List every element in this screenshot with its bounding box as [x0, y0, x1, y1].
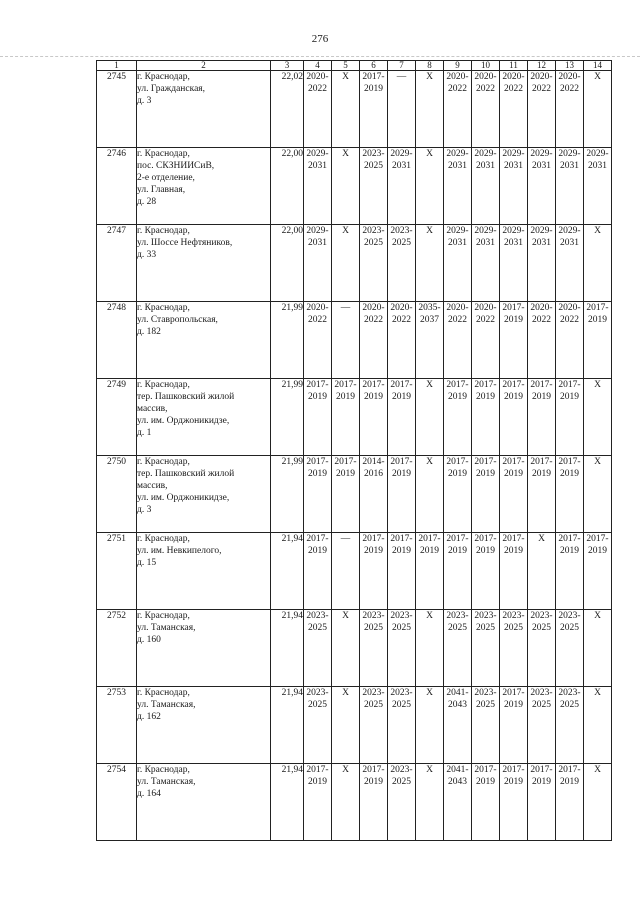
- period-cell: 2029- 2031: [444, 225, 472, 302]
- period-cell: 2017- 2019: [500, 379, 528, 456]
- period-cell: 2029- 2031: [528, 225, 556, 302]
- period-cell: 2029- 2031: [500, 148, 528, 225]
- period-cell: 2017- 2019: [472, 533, 500, 610]
- period-cell: 2023- 2025: [388, 610, 416, 687]
- period-cell: Х: [416, 764, 444, 841]
- address-cell: г. Краснодар, тер. Пашковский жилой массив, ул. им. Орджоникидзе, д. 3: [137, 456, 271, 533]
- period-cell: Х: [584, 379, 612, 456]
- period-cell: 2017- 2019: [528, 379, 556, 456]
- period-cell: 2017- 2019: [304, 379, 332, 456]
- period-cell: 2029- 2031: [500, 225, 528, 302]
- period-cell: Х: [584, 687, 612, 764]
- period-cell: Х: [332, 764, 360, 841]
- period-cell: 2017- 2019: [472, 456, 500, 533]
- period-cell: 2029- 2031: [556, 148, 584, 225]
- column-number-header: 11: [500, 61, 528, 71]
- period-cell: 2017- 2019: [360, 71, 388, 148]
- period-cell: 2020- 2022: [360, 302, 388, 379]
- period-cell: 2023- 2025: [304, 687, 332, 764]
- period-cell: Х: [584, 610, 612, 687]
- address-cell: г. Краснодар, ул. Таманская, д. 164: [137, 764, 271, 841]
- period-cell: 2023- 2025: [444, 610, 472, 687]
- period-cell: 2017- 2019: [360, 764, 388, 841]
- period-cell: 2017- 2019: [304, 456, 332, 533]
- row-number-cell: 2745: [97, 71, 137, 148]
- period-cell: 2017- 2019: [556, 456, 584, 533]
- row-number-cell: 2754: [97, 764, 137, 841]
- period-cell: 2023- 2025: [388, 687, 416, 764]
- period-cell: 2017- 2019: [500, 456, 528, 533]
- column-number-header: 1: [97, 61, 137, 71]
- period-cell: 2017- 2019: [500, 533, 528, 610]
- row-number-cell: 2746: [97, 148, 137, 225]
- period-cell: 2020- 2022: [556, 302, 584, 379]
- table-row: [97, 533, 612, 610]
- column-number-header: 4: [304, 61, 332, 71]
- column-number-header: 12: [528, 61, 556, 71]
- period-cell: Х: [416, 148, 444, 225]
- period-cell: 2035- 2037: [416, 302, 444, 379]
- period-cell: 2017- 2019: [444, 379, 472, 456]
- period-cell: 2041- 2043: [444, 764, 472, 841]
- period-cell: 2017- 2019: [360, 533, 388, 610]
- table-row: [97, 148, 612, 225]
- area-cell: 22,00: [271, 225, 304, 302]
- period-cell: Х: [584, 764, 612, 841]
- period-cell: Х: [416, 456, 444, 533]
- area-cell: 21,99: [271, 456, 304, 533]
- period-cell: 2017- 2019: [444, 456, 472, 533]
- row-number-cell: 2752: [97, 610, 137, 687]
- period-cell: Х: [584, 71, 612, 148]
- row-number-cell: 2751: [97, 533, 137, 610]
- column-number-header: 13: [556, 61, 584, 71]
- period-cell: 2029- 2031: [304, 225, 332, 302]
- period-cell: 2017- 2019: [304, 764, 332, 841]
- period-cell: 2017- 2019: [500, 687, 528, 764]
- period-cell: 2020- 2022: [304, 71, 332, 148]
- period-cell: —: [388, 71, 416, 148]
- period-cell: 2029- 2031: [472, 225, 500, 302]
- row-number-cell: 2750: [97, 456, 137, 533]
- row-number-cell: 2747: [97, 225, 137, 302]
- period-cell: 2017- 2019: [556, 764, 584, 841]
- period-cell: 2017- 2019: [472, 379, 500, 456]
- period-cell: 2023- 2025: [528, 610, 556, 687]
- period-cell: 2029- 2031: [304, 148, 332, 225]
- period-cell: 2020- 2022: [444, 302, 472, 379]
- period-cell: Х: [416, 687, 444, 764]
- period-cell: Х: [332, 148, 360, 225]
- column-number-header: 3: [271, 61, 304, 71]
- table-row: [97, 302, 612, 379]
- row-number-cell: 2753: [97, 687, 137, 764]
- period-cell: 2017- 2019: [388, 456, 416, 533]
- period-cell: 2017- 2019: [332, 456, 360, 533]
- area-cell: 21,94: [271, 687, 304, 764]
- period-cell: 2017- 2019: [584, 533, 612, 610]
- row-number-cell: 2748: [97, 302, 137, 379]
- address-cell: г. Краснодар, тер. Пашковский жилой массив, ул. им. Орджоникидзе, д. 1: [137, 379, 271, 456]
- period-cell: Х: [584, 456, 612, 533]
- period-cell: Х: [332, 71, 360, 148]
- period-cell: 2017- 2019: [472, 764, 500, 841]
- period-cell: 2023- 2025: [304, 610, 332, 687]
- column-number-header: 7: [388, 61, 416, 71]
- period-cell: 2023- 2025: [500, 610, 528, 687]
- period-cell: 2017- 2019: [388, 379, 416, 456]
- period-cell: 2029- 2031: [584, 148, 612, 225]
- period-cell: 2023- 2025: [360, 225, 388, 302]
- column-number-header: 5: [332, 61, 360, 71]
- period-cell: Х: [528, 533, 556, 610]
- column-number-header: 8: [416, 61, 444, 71]
- housing-register-table: [96, 60, 612, 841]
- column-number-header: 9: [444, 61, 472, 71]
- area-cell: 21,94: [271, 610, 304, 687]
- period-cell: 2023- 2025: [556, 610, 584, 687]
- period-cell: 2029- 2031: [444, 148, 472, 225]
- column-number-row: [97, 61, 612, 71]
- header-divider: [0, 56, 640, 57]
- period-cell: 2020- 2022: [388, 302, 416, 379]
- period-cell: 2017- 2019: [528, 764, 556, 841]
- period-cell: Х: [332, 687, 360, 764]
- period-cell: 2023- 2025: [388, 225, 416, 302]
- period-cell: Х: [332, 610, 360, 687]
- period-cell: —: [332, 533, 360, 610]
- period-cell: 2017- 2019: [528, 456, 556, 533]
- address-cell: г. Краснодар, ул. Таманская, д. 162: [137, 687, 271, 764]
- period-cell: 2029- 2031: [528, 148, 556, 225]
- period-cell: 2041- 2043: [444, 687, 472, 764]
- period-cell: Х: [416, 71, 444, 148]
- period-cell: 2017- 2019: [500, 302, 528, 379]
- period-cell: Х: [584, 225, 612, 302]
- period-cell: 2017- 2019: [416, 533, 444, 610]
- period-cell: 2023- 2025: [360, 148, 388, 225]
- period-cell: 2020- 2022: [444, 71, 472, 148]
- period-cell: 2017- 2019: [444, 533, 472, 610]
- address-cell: г. Краснодар, ул. Таманская, д. 160: [137, 610, 271, 687]
- table-row: [97, 456, 612, 533]
- period-cell: 2017- 2019: [332, 379, 360, 456]
- period-cell: 2014- 2016: [360, 456, 388, 533]
- column-number-header: 6: [360, 61, 388, 71]
- page-number: 276: [311, 33, 329, 45]
- address-cell: г. Краснодар, ул. им. Невкипелого, д. 15: [137, 533, 271, 610]
- period-cell: 2020- 2022: [472, 302, 500, 379]
- period-cell: —: [332, 302, 360, 379]
- period-cell: 2020- 2022: [556, 71, 584, 148]
- area-cell: 22,00: [271, 148, 304, 225]
- period-cell: 2023- 2025: [556, 687, 584, 764]
- period-cell: 2020- 2022: [304, 302, 332, 379]
- period-cell: 2017- 2019: [500, 764, 528, 841]
- row-number-cell: 2749: [97, 379, 137, 456]
- area-cell: 21,99: [271, 379, 304, 456]
- period-cell: Х: [416, 225, 444, 302]
- period-cell: 2023- 2025: [472, 687, 500, 764]
- area-cell: 21,94: [271, 764, 304, 841]
- period-cell: 2029- 2031: [388, 148, 416, 225]
- table-row: [97, 71, 612, 148]
- address-cell: г. Краснодар, ул. Гражданская, д. 3: [137, 71, 271, 148]
- period-cell: 2017- 2019: [388, 533, 416, 610]
- period-cell: 2029- 2031: [472, 148, 500, 225]
- period-cell: 2017- 2019: [304, 533, 332, 610]
- period-cell: Х: [332, 225, 360, 302]
- period-cell: 2017- 2019: [556, 533, 584, 610]
- area-cell: 21,99: [271, 302, 304, 379]
- address-cell: г. Краснодар, ул. Шоссе Нефтяников, д. 33: [137, 225, 271, 302]
- period-cell: 2020- 2022: [472, 71, 500, 148]
- period-cell: 2023- 2025: [528, 687, 556, 764]
- column-number-header: 2: [137, 61, 271, 71]
- period-cell: 2023- 2025: [360, 687, 388, 764]
- address-cell: г. Краснодар, пос. СКЗНИИСиВ, 2-е отделение, ул. Главная, д. 28: [137, 148, 271, 225]
- table-row: [97, 379, 612, 456]
- table-row: [97, 225, 612, 302]
- period-cell: 2023- 2025: [388, 764, 416, 841]
- period-cell: 2023- 2025: [472, 610, 500, 687]
- period-cell: 2020- 2022: [528, 71, 556, 148]
- table-row: [97, 764, 612, 841]
- period-cell: 2017- 2019: [556, 379, 584, 456]
- period-cell: Х: [416, 610, 444, 687]
- period-cell: 2029- 2031: [556, 225, 584, 302]
- column-number-header: 14: [584, 61, 612, 71]
- period-cell: 2020- 2022: [500, 71, 528, 148]
- period-cell: 2017- 2019: [360, 379, 388, 456]
- period-cell: 2023- 2025: [360, 610, 388, 687]
- area-cell: 22,02: [271, 71, 304, 148]
- table-row: [97, 610, 612, 687]
- address-cell: г. Краснодар, ул. Ставропольская, д. 182: [137, 302, 271, 379]
- column-number-header: 10: [472, 61, 500, 71]
- period-cell: Х: [416, 379, 444, 456]
- area-cell: 21,94: [271, 533, 304, 610]
- period-cell: 2020- 2022: [528, 302, 556, 379]
- table-row: [97, 687, 612, 764]
- period-cell: 2017- 2019: [584, 302, 612, 379]
